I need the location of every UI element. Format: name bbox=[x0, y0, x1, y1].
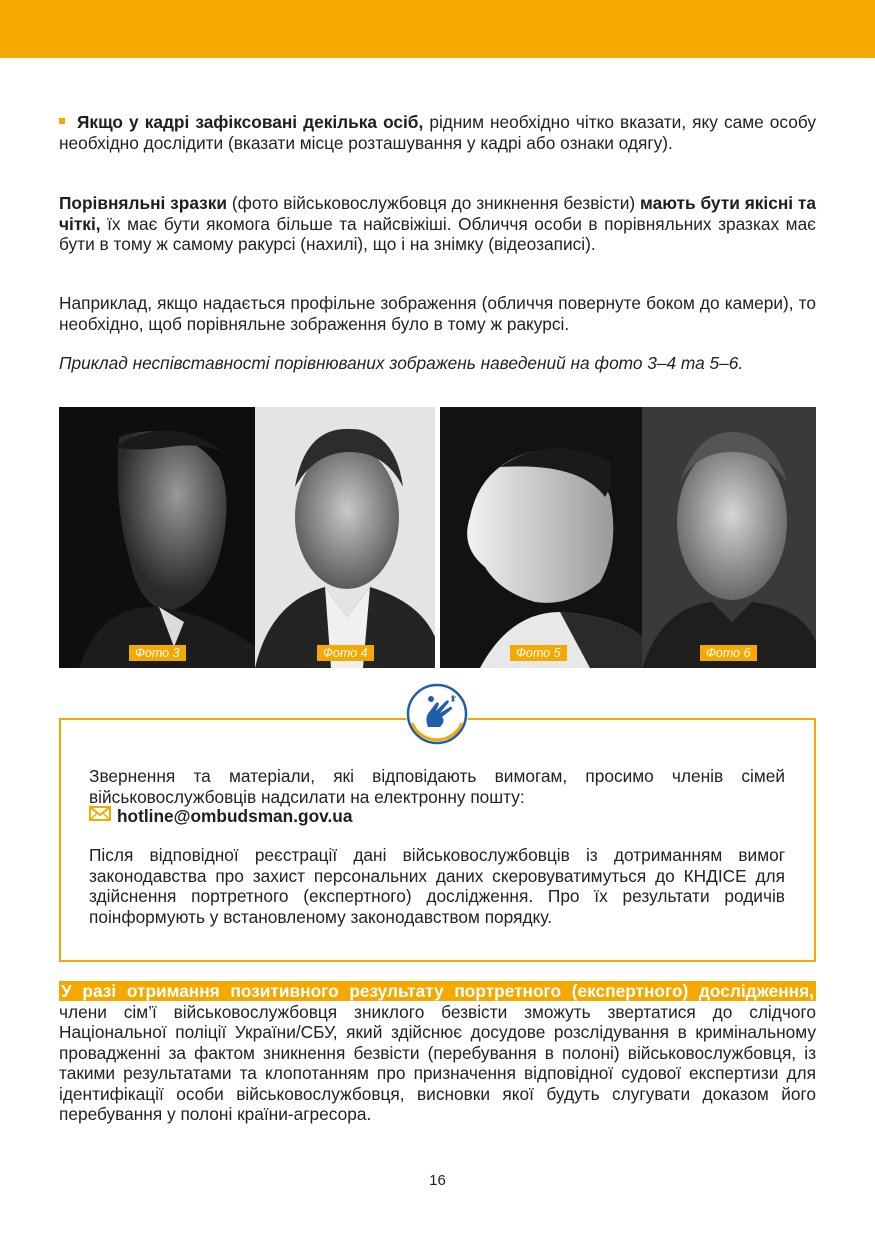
infobox-text-2: Після відповідної реєстрації дані військовослужбовців із дотриманням вимог законодавства про захист персональних даних скеровуватимуться до КНДІСЕ для здійснення портретного (експертного) дослідження. Про їх результати родичів поінформують у встановленому законодавством порядку. bbox=[89, 845, 785, 927]
photo-5-image bbox=[440, 407, 642, 668]
photo-strip bbox=[59, 407, 816, 668]
paragraph-2-text-1: (фото військовослужбовця до зникнення безвісти) bbox=[227, 193, 641, 213]
bullet-square-icon bbox=[59, 118, 65, 124]
paragraph-2-bold-1: Порівняльні зразки bbox=[59, 193, 228, 213]
photo-4 bbox=[255, 407, 435, 668]
page-number: 16 bbox=[429, 1172, 446, 1189]
photo-5 bbox=[440, 407, 642, 668]
paragraph-1-bold: Якщо у кадрі зафіксовані декілька осіб, bbox=[77, 112, 424, 132]
paragraph-comparison-samples bbox=[59, 193, 816, 255]
photo-5-caption: Фото 5 bbox=[510, 645, 567, 661]
photo-6-image bbox=[642, 407, 816, 668]
photo-3-caption: Фото 3 bbox=[129, 645, 186, 661]
email-link[interactable]: hotline@ombudsman.gov.ua bbox=[117, 806, 353, 826]
infobox-text-1: Звернення та матеріали, які відповідають вимогам, просимо членів сімей військовослужбовців надсилати на електронну пошту: bbox=[89, 766, 785, 807]
paragraph-2-text-2: їх має бути якомога більше та найсвіжіші. Обличчя особи в порівняльних зразках має бути в тому ж самому ракурсі (нахилі), що і на знімку (відеозаписі). bbox=[59, 213, 816, 254]
top-accent-bar bbox=[0, 0, 875, 58]
photo-6 bbox=[642, 407, 816, 668]
paragraph-4-text: Приклад неспівставності порівнюваних зображень наведений на фото 3–4 та 5–6. bbox=[59, 353, 744, 373]
paragraph-5-highlight: У разі отримання позитивного результату портретного (експертного) дослідження, bbox=[61, 981, 814, 1001]
photo-4-caption: Фото 4 bbox=[317, 645, 374, 661]
photo-3-image bbox=[59, 407, 255, 668]
email-row bbox=[89, 806, 352, 827]
photo-3 bbox=[59, 407, 255, 668]
paragraph-5-text: члени сім’ї військовослужбовця зниклого безвісти зможуть звертатися до слідчого Національної поліції України/СБУ, який здійснює досудове розслідування в кримінальному провадженні за фактом зникнення безвісти (перебування в полоні) військовослужбовця, із такими результатами та клопотанням про призначення відповідної судової експертизи для ідентифікації особи військовослужбовця, висновки якої будуть слугувати доказом його перебування у полоні країни-агресора. bbox=[59, 1001, 816, 1124]
paragraph-profile-example bbox=[59, 293, 816, 334]
paragraph-1-text: рідним необхідно чітко вказати, яку саме особу необхідно дослідити (вказати місце розташування у кадрі або ознаки одягу). bbox=[59, 112, 816, 153]
paragraph-3-text: Наприклад, якщо надається профільне зображення (обличчя повернуте боком до камери), то необхідно, щоб порівняльне зображення було в тому ж ракурсі. bbox=[59, 293, 816, 334]
photo-4-image bbox=[255, 407, 435, 668]
envelope-icon bbox=[89, 805, 111, 825]
contact-info-box bbox=[59, 718, 816, 962]
photo-6-caption: Фото 6 bbox=[700, 645, 757, 661]
paragraph-positive-result bbox=[59, 981, 816, 1125]
ombudsman-hand-logo-icon bbox=[406, 683, 468, 745]
paragraph-2-bold-2: мають бути якісні та чіткі, bbox=[59, 193, 817, 234]
paragraph-multiple-persons bbox=[59, 112, 816, 153]
paragraph-photo-reference bbox=[59, 353, 816, 374]
